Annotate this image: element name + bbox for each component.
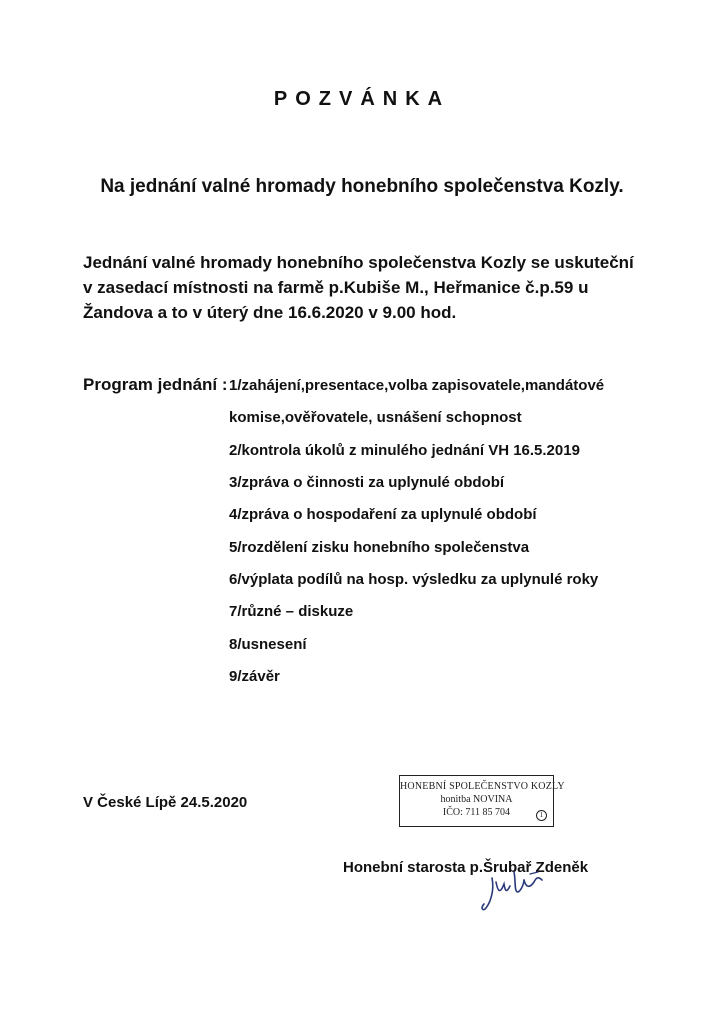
- stamp-line: IČO: 711 85 704: [442, 807, 511, 818]
- program-item: 7/různé – diskuze: [229, 603, 354, 620]
- stamp-number: 1: [536, 810, 547, 821]
- intro-line: Žandova a to v úterý dne 16.6.2020 v 9.00 hod.: [83, 303, 457, 322]
- intro-paragraph: [83, 250, 683, 325]
- program-label: Program jednání :: [83, 375, 228, 394]
- program-item: 8/usnesení: [229, 636, 307, 653]
- program-item: 9/závěr: [229, 668, 280, 685]
- official-stamp: [399, 775, 565, 827]
- intro-line: Jednání valné hromady honebního společenstva Kozly se uskuteční: [83, 253, 634, 272]
- program-item: 3/zpráva o činnosti za uplynulé období: [229, 474, 505, 491]
- signer-name: Honební starosta p.Šrubař Zdeněk: [343, 859, 589, 876]
- program-item: 6/výplata podílů na hosp. výsledku za uplynulé roky: [229, 571, 599, 588]
- program-item: 2/kontrola úkolů z minulého jednání VH 16.5.2019: [229, 442, 580, 459]
- program-item: 4/zpráva o hospodaření za uplynulé období: [229, 506, 537, 523]
- document-title: POZVÁNKA: [273, 88, 451, 110]
- document-subtitle: Na jednání valné hromady honebního společenstva Kozly.: [100, 176, 624, 197]
- program-item: 1/zahájení,presentace,volba zapisovatele,mandátové: [229, 377, 605, 394]
- place-and-date: V České Lípě 24.5.2020: [83, 794, 248, 811]
- stamp-line: honitba NOVINA: [440, 794, 513, 805]
- program-item: 5/rozdělení zisku honebního společenstva: [229, 539, 530, 556]
- intro-line: v zasedací místnosti na farmě p.Kubiše M., Heřmanice č.p.59 u: [83, 278, 589, 297]
- program-item: komise,ověřovatele, usnášení schopnost: [229, 409, 522, 426]
- stamp-line: HONEBNÍ SPOLEČENSTVO KOZLY: [400, 781, 565, 792]
- handwritten-signature: [478, 868, 558, 920]
